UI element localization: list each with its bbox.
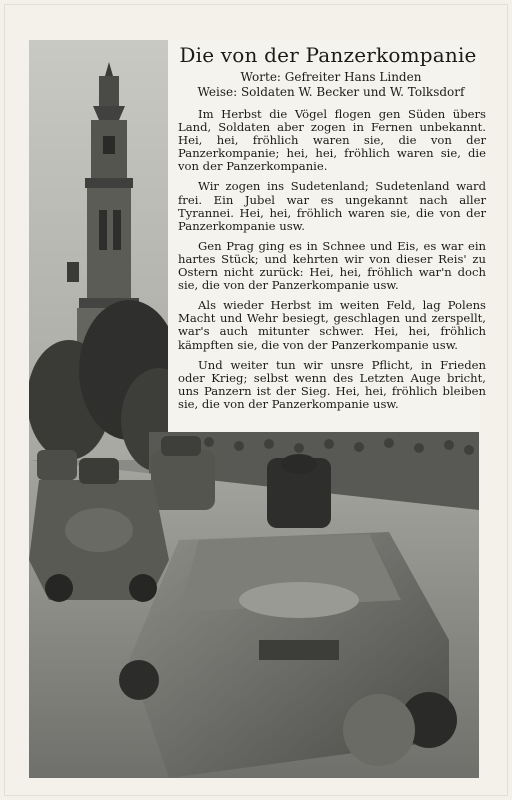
flag xyxy=(67,262,79,282)
melody-credit: Weise: Soldaten W. Becker und W. Tolksdorf xyxy=(197,85,465,99)
song-verses xyxy=(178,108,486,418)
verse: Und weiter tun wir unsre Pflicht, in Frieden oder Krieg; selbst wenn des Letzten Auge bricht, uns Panzern ist der Sieg. Hei, hei, fröhlich bleiben sie, die von der Panzerkompanie usw. xyxy=(178,357,486,411)
song-title: Die von der Panzerkompanie xyxy=(179,43,477,67)
verse: Wir zogen ins Sudetenland; Sudetenland ward frei. Ein Jubel war es ungekannt nach aller Tyrannei. Hei, hei, fröhlich waren sie, die von der Panzerkompanie usw. xyxy=(178,179,486,233)
verse: Im Herbst die Vögel flogen gen Süden übers Land, Soldaten aber zogen in Fernen unbekannt. Hei, hei, fröhlich waren sie, die von der Panzerkompanie; hei, hei, fröhlich waren sie, die von der Panzerkompanie. xyxy=(178,107,486,174)
verse: Als wieder Herbst im weiten Feld, lag Polens Macht und Wehr besiegt, geschlagen und zerspellt, war's auch mitunter schwer. Hei, hei, fröhlich kämpften sie, die von der Panzerkompanie usw. xyxy=(178,298,486,352)
song-credits xyxy=(176,70,486,100)
lyrics-credit: Worte: Gefreiter Hans Linden xyxy=(240,70,422,84)
verse: Gen Prag ging es in Schnee und Eis, es war ein hartes Stück; und kehrten wir von dieser Reis' zu Ostern nicht zurück: Hei, hei, fröhlich war'n doch sie, die von der Panzerkompanie usw. xyxy=(178,238,486,293)
